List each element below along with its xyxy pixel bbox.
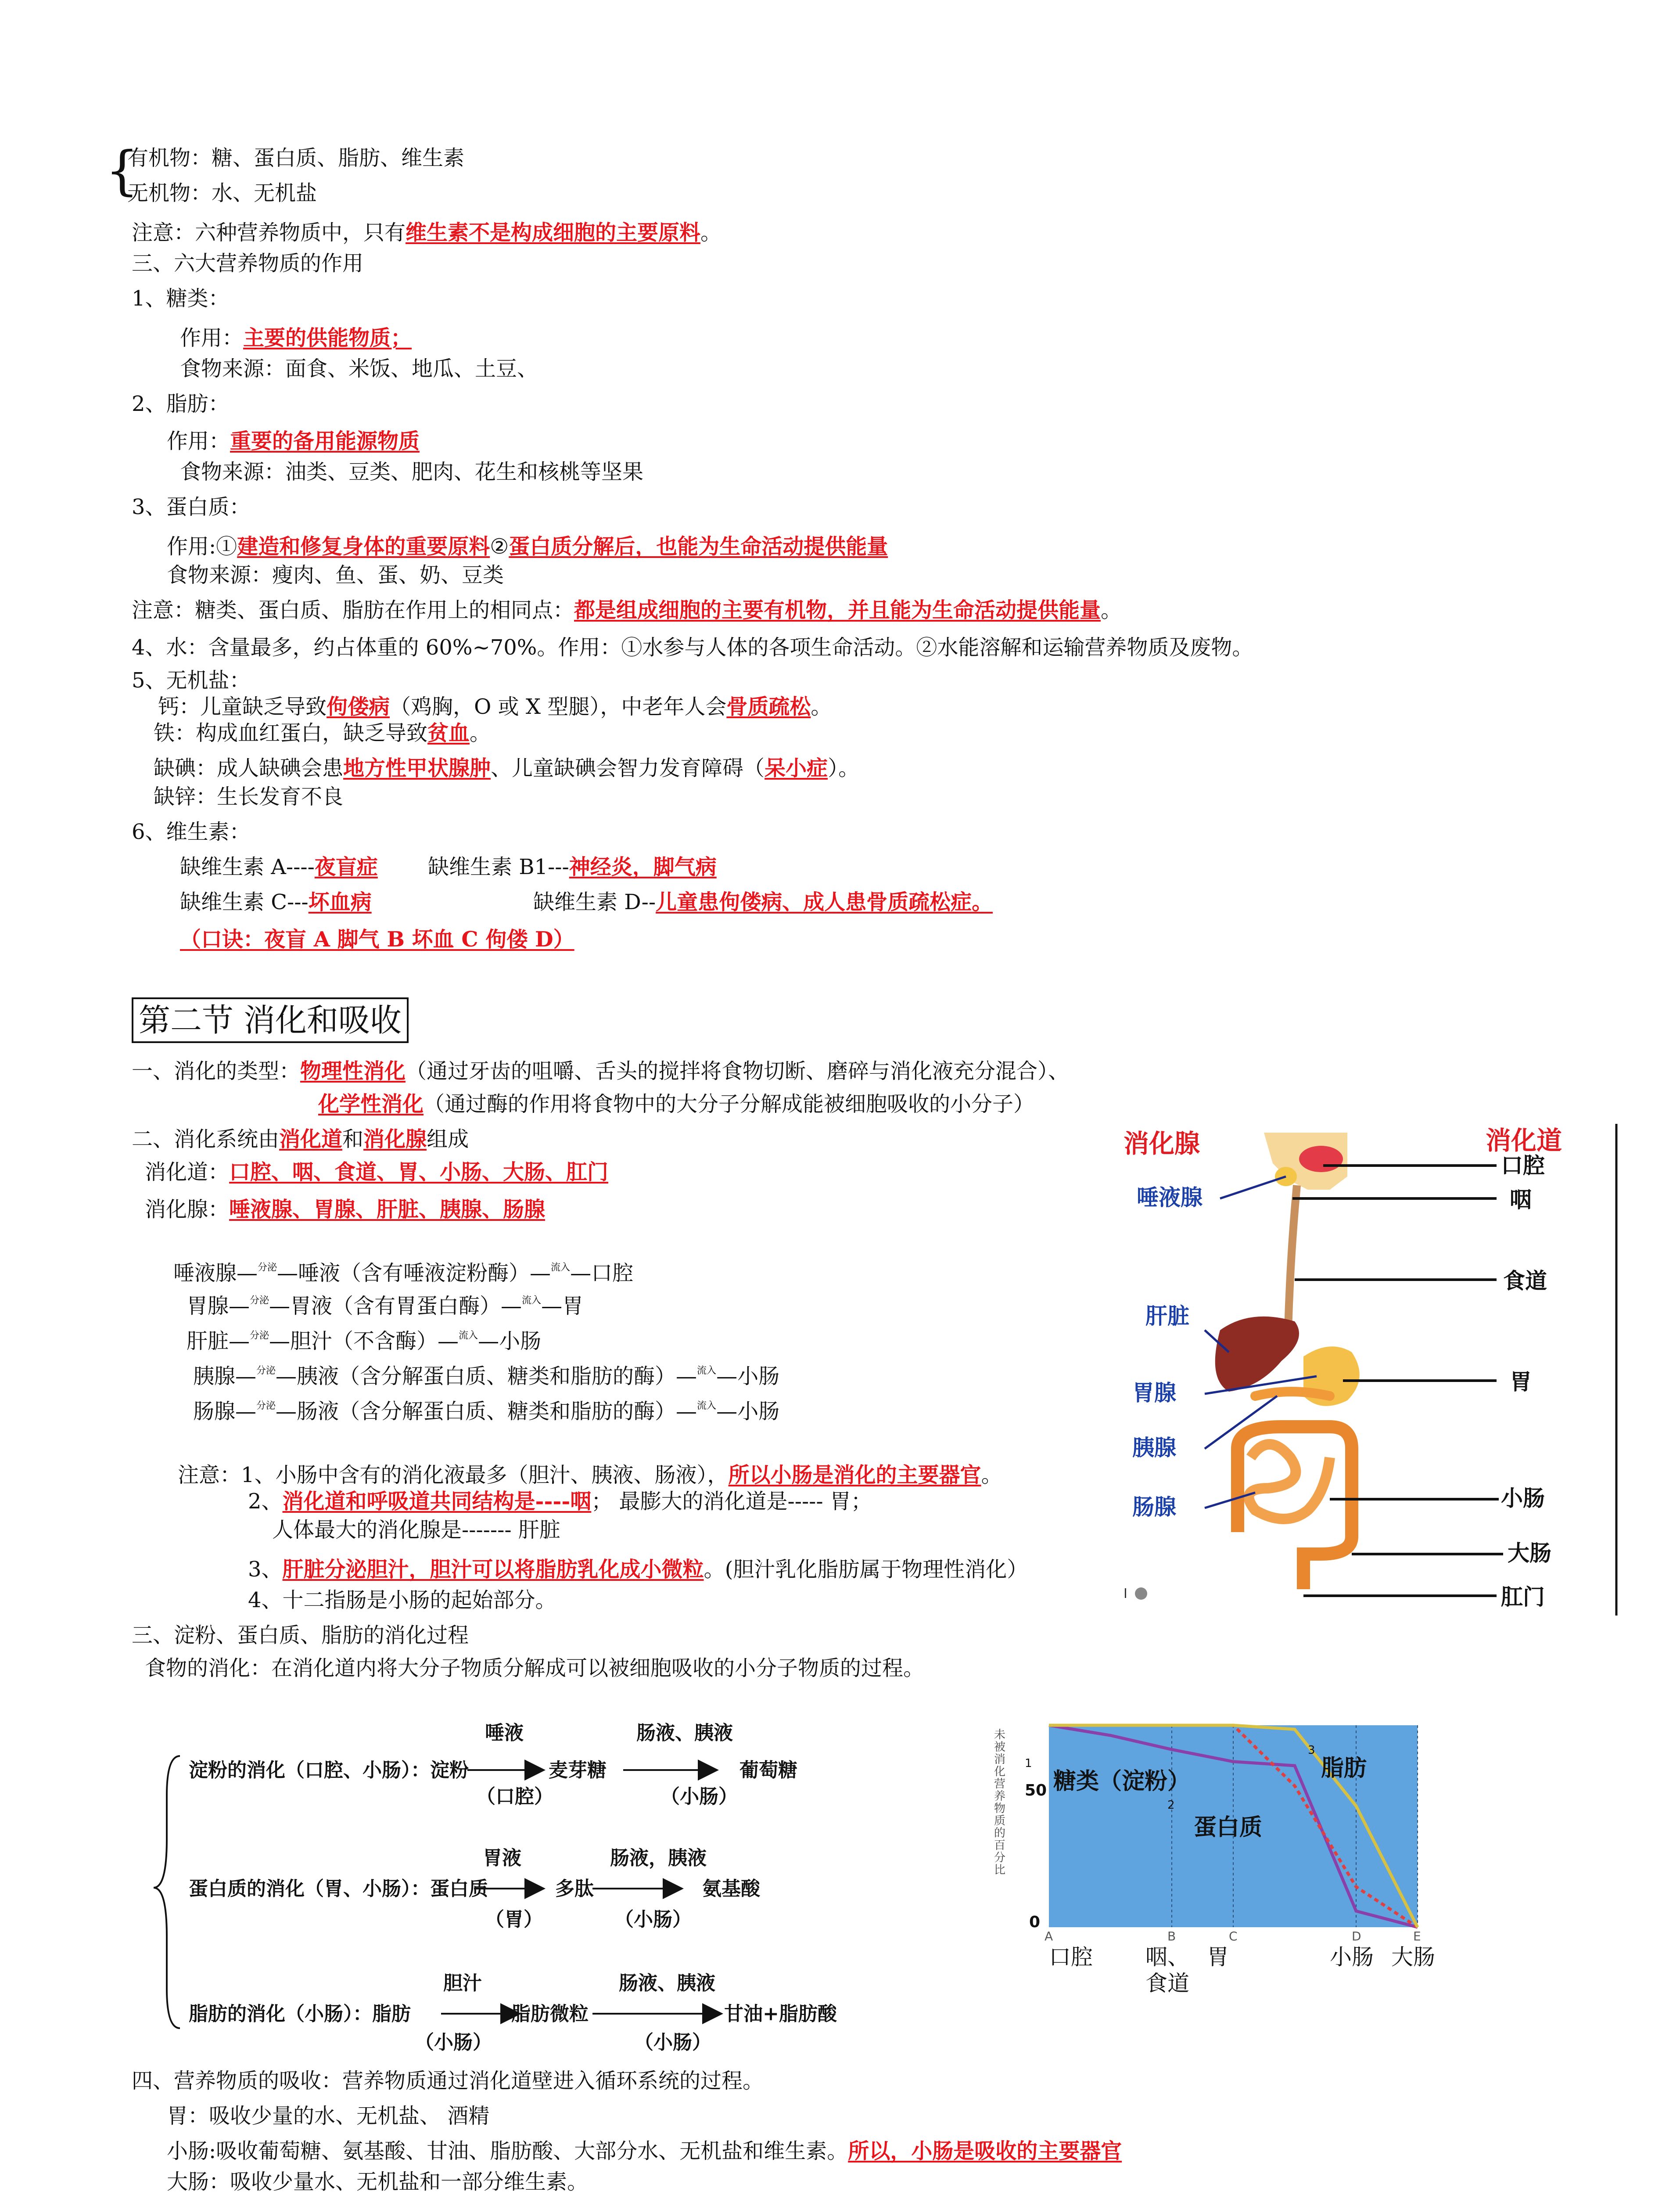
secretion-row: 唾液腺—$^{分泌}$—唾液（含有唾液淀粉酶）—$^{流入}$—口腔 [173,1261,634,1285]
label-mouth: 口腔 [1501,1153,1545,1178]
label-small-intestine: 小肠 [1501,1486,1545,1511]
x-tick-letter: C [1229,1929,1238,1943]
ylabel-char: 的 [994,1827,1006,1840]
vitamin-c: 缺维生素 C---坏血病 [180,890,372,914]
diagram-right-title: 消化道 [1486,1126,1562,1155]
x-tick-label: 大肠 [1391,1944,1435,1970]
left-brace: { [105,140,139,202]
note-1: 注意：1、小肠中含有的消化液最多（胆汁、胰液、肠液），所以小肠是消化的主要器官。 [178,1463,1002,1487]
protein-source: 食物来源：瘦肉、鱼、蛋、奶、豆类 [167,563,504,587]
calcium-line: 钙：儿童缺乏导致佝偻病（鸡胸，O 或 X 型腿），中老年人会骨质疏松。 [158,694,832,719]
pointer-salivary [1220,1177,1286,1198]
label-stomach: 胃 [1510,1369,1532,1395]
vitamin-d: 缺维生素 D--儿童患佝偻病、成人患骨质疏松症。 [533,890,993,914]
digestion-types: 一、消化的类型：物理性消化（通过牙齿的咀嚼、舌头的搅拌将食物切断、磨碎与消化液充分混合）、 [132,1059,1070,1083]
series-label: 蛋白质 [1194,1814,1263,1841]
label-large-intestine: 大肠 [1508,1540,1551,1566]
label-liver: 肝脏 [1145,1303,1189,1329]
x-tick-label: 胃 [1207,1944,1229,1970]
series-label: 脂肪 [1321,1755,1367,1781]
ytick-0: 0 [1029,1913,1041,1931]
chart-ylabel [994,1728,1005,1877]
inorganic-line: 无机物：水、无机盐 [127,181,317,205]
organic-line: 有机物：糖、蛋白质、脂肪、维生素 [127,146,465,170]
fat-end: 甘油+脂肪酸 [724,2003,837,2025]
protein-location-1: （胃） [485,1908,543,1931]
fat-title: 2、脂肪： [132,392,230,416]
vitamin-a: 缺维生素 A----夜盲症 [180,855,378,879]
series-marker: 1 [1025,1757,1032,1770]
process-brace [154,1756,180,2028]
fat-source: 食物来源：油类、豆类、肥肉、花生和核桃等坚果 [180,460,644,484]
x-tick-label: 食道 [1145,1971,1189,1996]
section-title: 第二节 消化和吸收 [132,997,409,1043]
absorption-heading: 四、营养物质的吸收：营养物质通过消化道壁进入循环系统的过程。 [132,2069,764,2093]
protein-label: 蛋白质的消化（胃、小肠）：蛋白质 [189,1878,488,1900]
label-intestinal-gland: 肠腺 [1132,1494,1176,1520]
iron-line: 铁：构成血红蛋白，缺乏导致贫血。 [154,721,491,745]
x-tick-label: 咽、 [1145,1944,1189,1970]
vitamin-b: 缺维生素 B1---神经炎，脚气病 [428,855,717,879]
secretion-row: 胰腺—$^{分泌}$—胰液（含分解蛋白质、糖类和脂肪的酶）—$^{流入}$—小肠 [193,1364,780,1389]
mouth-shape [1299,1146,1343,1172]
ylabel-char: 化 [994,1765,1006,1778]
digestive-system-diagram [1124,1124,1624,1620]
secretion-row: 胃腺—$^{分泌}$—胃液（含有胃蛋白酶）—$^{流入}$—胃 [187,1294,584,1318]
protein-end: 氨基酸 [702,1878,760,1900]
sugar-source: 食物来源：面食、米饭、地瓜、土豆、 [180,356,538,381]
diagram-left-title: 消化腺 [1124,1129,1200,1159]
x-tick-label: 小肠 [1330,1944,1374,1970]
ylabel-char: 分 [994,1851,1006,1864]
fat-location-2: （小肠） [634,2031,711,2054]
ylabel-char: 比 [994,1864,1006,1877]
x-tick-letter: E [1413,1929,1421,1943]
label-gastric-gland: 胃腺 [1132,1380,1176,1406]
chart-x-axis [1045,1929,1435,1996]
pancreas-shape [1255,1392,1330,1396]
series-marker: 2 [1167,1799,1175,1812]
protein-role: 作用:①建造和修复身体的重要原料②蛋白质分解后，也能为生命活动提供能量 [167,534,888,559]
label-pharynx: 咽 [1510,1187,1532,1213]
protein-enzyme-1: 胃液 [483,1847,521,1869]
label-esophagus: 食道 [1503,1268,1547,1294]
note-line-1: 注意：六种营养物质中，只有维生素不是构成细胞的主要原料。 [132,220,722,245]
absorption-large-intestine: 大肠：吸收少量水、无机盐和一部分维生素。 [167,2170,589,2194]
sugar-role: 作用：主要的供能物质； [180,326,412,350]
absorption-stomach: 胃：吸收少量的水、无机盐、 酒精 [167,2104,490,2128]
ylabel-char: 养 [994,1790,1006,1803]
system-line: 二、消化系统由消化道和消化腺组成 [132,1127,469,1151]
secretion-row: 肠腺—$^{分泌}$—肠液（含分解蛋白质、糖类和脂肪的酶）—$^{流入}$—小肠 [193,1399,780,1424]
label-salivary-gland: 唾液腺 [1137,1185,1203,1210]
digestion-definition: 食物的消化：在消化道内将大分子物质分解成可以被细胞吸收的小分子物质的过程。 [145,1656,925,1680]
iodine-line: 缺碘：成人缺碘会患地方性甲状腺肿、儿童缺碘会智力发育障碍（呆小症）。 [154,756,860,781]
fat-enzyme-1: 胆汁 [443,1972,482,1994]
ylabel-char: 质 [994,1814,1006,1828]
fat-mid: 脂肪微粒 [511,2003,589,2025]
process-heading: 三、淀粉、蛋白质、脂肪的消化过程 [132,1623,469,1648]
absorption-small-intestine: 小肠:吸收葡萄糖、氨基酸、甘油、脂肪酸、大部分水、无机盐和维生素。所以，小肠是吸收的主要器官 [167,2139,1122,2163]
digestion-chart [983,1716,1475,2024]
minerals-title: 5、无机盐： [132,668,251,693]
note-4: 4、十二指肠是小肠的起始部分。 [248,1588,556,1612]
starch-location-2: （小肠） [661,1785,738,1808]
note-line-2: 注意：糖类、蛋白质、脂肪在作用上的相同点：都是组成细胞的主要有机物，并且能为生命活动提供能量。 [132,598,1122,623]
ylabel-char: 营 [994,1778,1006,1791]
sugar-title: 1、糖类： [132,286,230,311]
starch-mid: 麦芽糖 [549,1759,607,1781]
vitamin-mnemonic: （口诀：夜盲 A 脚气 B 坏血 C 佝偻 D） [180,927,574,952]
fat-enzyme-2: 肠液、胰液 [619,1972,715,1994]
starch-end: 葡萄糖 [739,1759,797,1781]
secretion-row: 肝脏—$^{分泌}$—胆汁（不含酶）—$^{流入}$—小肠 [187,1329,542,1353]
water-line: 4、水：含量最多，约占体重的 60%~70%。作用：①水参与人体的各项生命活动。②水能溶解和运输营养物质及废物。 [132,635,1253,660]
tract-line: 消化道：口腔、咽、食道、胃、小肠、大肠、肛门 [145,1160,609,1184]
vitamins-title: 6、维生素： [132,820,251,844]
protein-mid: 多肽 [555,1878,594,1900]
ylabel-char: 消 [994,1753,1006,1766]
series-label: 糖类（淀粉） [1053,1768,1191,1795]
protein-location-2: （小肠） [614,1908,692,1931]
x-tick-label: 口腔 [1049,1944,1093,1970]
zinc-line: 缺锌：生长发育不良 [154,784,344,809]
ylabel-char: 被 [994,1741,1006,1754]
starch-location-1: （口腔） [476,1785,553,1808]
esophagus-shape [1288,1185,1297,1330]
ylabel-char: 物 [994,1802,1006,1815]
protein-title: 3、蛋白质： [132,495,251,519]
x-tick-letter: D [1352,1929,1361,1943]
corner-mark: I [1124,1586,1127,1601]
fat-label: 脂肪的消化（小肠）：脂肪 [189,2003,411,2025]
note-2b: 人体最大的消化腺是------- 肝脏 [272,1518,560,1542]
label-pancreas: 胰腺 [1132,1435,1176,1461]
starch-enzyme-1: 唾液 [485,1722,524,1744]
starch-enzyme-2: 肠液、胰液 [636,1722,733,1744]
note-3: 3、肝脏分泌胆汁，胆汁可以将脂肪乳化成小微粒。(胆汁乳化脂肪属于物理性消化） [248,1557,1028,1582]
ylabel-char: 百 [994,1839,1006,1852]
glands-line: 消化腺：唾液腺、胃腺、肝脏、胰腺、肠腺 [145,1197,546,1222]
note-2: 2、消化道和呼吸道共同结构是----咽； 最膨大的消化道是----- 胃； [248,1489,872,1514]
protein-enzyme-2: 肠液，胰液 [610,1847,707,1869]
ytick-50: 50 [1025,1781,1047,1799]
chemical-digestion: 化学性消化（通过酶的作用将食物中的大分子分解成能被细胞吸收的小分子） [318,1092,1035,1116]
x-tick-letter: A [1045,1929,1053,1943]
starch-label: 淀粉的消化（口腔、小肠）：淀粉 [189,1759,469,1781]
label-anus: 肛门 [1501,1584,1545,1610]
ylabel-char: 未 [994,1728,1006,1742]
x-tick-letter: B [1167,1929,1176,1943]
more-dots-icon [1135,1587,1147,1600]
fat-role: 作用：重要的备用能源物质 [167,429,420,453]
heading-3: 三、六大营养物质的作用 [132,251,364,276]
small-intestine-shape [1249,1444,1330,1519]
fat-location-1: （小肠） [415,2031,492,2054]
series-marker: 3 [1308,1744,1315,1757]
